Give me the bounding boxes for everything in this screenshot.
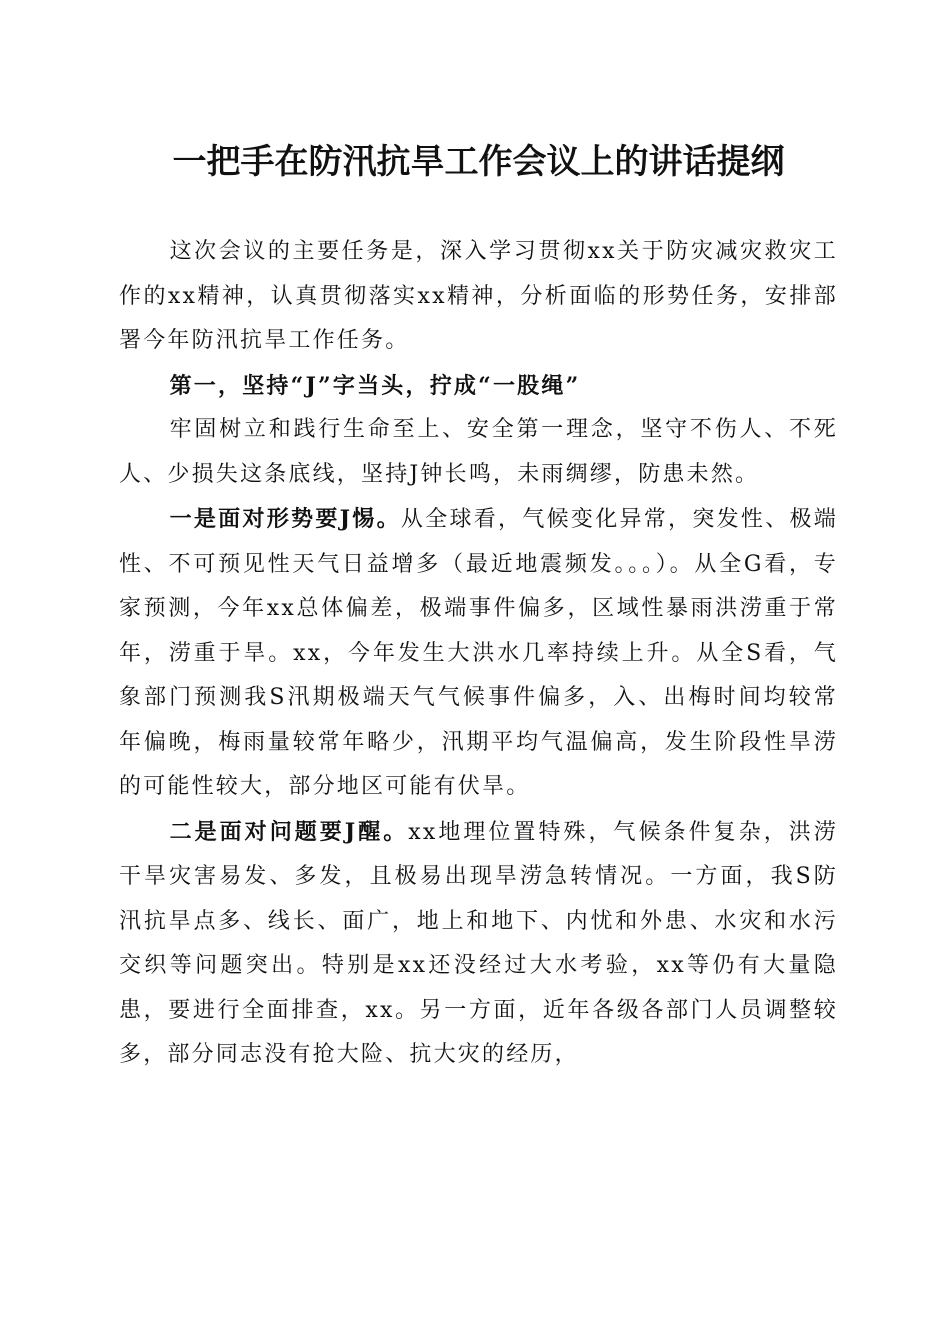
section-heading-first: 第一，坚持“J”字当头，拧成“一股绳” [169, 372, 581, 399]
paragraph-principle [119, 408, 838, 497]
paragraph-text: 牢固树立和践行生命至上、安全第一理念，坚守不伤人、不死人、少损失这条底线，坚持J钟长鸣，未雨绸缪，防患未然。 [119, 417, 838, 487]
paragraph-text: 从全球看，气候变化异常，突发性、极端性、不可预见性天气日益增多（最近地震频发。。。）。从全G看，专家预测，今年xx总体偏差，极端事件偏多，区域性暴雨洪涝重于常年，涝重于旱。xx，今年发生大洪水几率持续上升。从全S看，气象部门预测我S汛期极端天气气候事件偏多，入、出梅时间均较常年偏晚，梅雨量较常年略少，汛期平均气温偏高，发生阶段性旱涝的可能性较大，部分地区可能有伏旱。 [119, 507, 838, 799]
document-title: 一把手在防汛抗旱工作会议上的讲话提纲 [172, 142, 785, 182]
paragraph-problems [119, 810, 838, 1078]
paragraph-lead: 一是面对形势要J惕。 [169, 506, 401, 532]
paragraph-lead: 二是面对问题要J醒。 [169, 818, 409, 845]
paragraph-text: 这次会议的主要任务是，深入学习贯彻xx关于防灾减灾救灾工作的xx精神，认真贯彻落实xx精神，分析面临的形势任务，安排部署今年防汛抗旱工作任务。 [119, 239, 838, 353]
paragraph-intro [119, 230, 838, 364]
paragraph-text: xx地理位置特殊，气候条件复杂，洪涝干旱灾害易发、多发，且极易出现旱涝急转情况。一方面，我S防汛抗旱点多、线长、面广，地上和地下、内忧和外患、水灾和水污交织等问题突出。特别是xx还没经过大水考验，xx等仍有大量隐患，要进行全面排查，xx。另一方面，近年各级各部门人员调整较多，部分同志没有抢大险、抗大灾的经历， [119, 819, 838, 1067]
document-body [119, 230, 838, 1078]
paragraph-situation [119, 497, 838, 810]
